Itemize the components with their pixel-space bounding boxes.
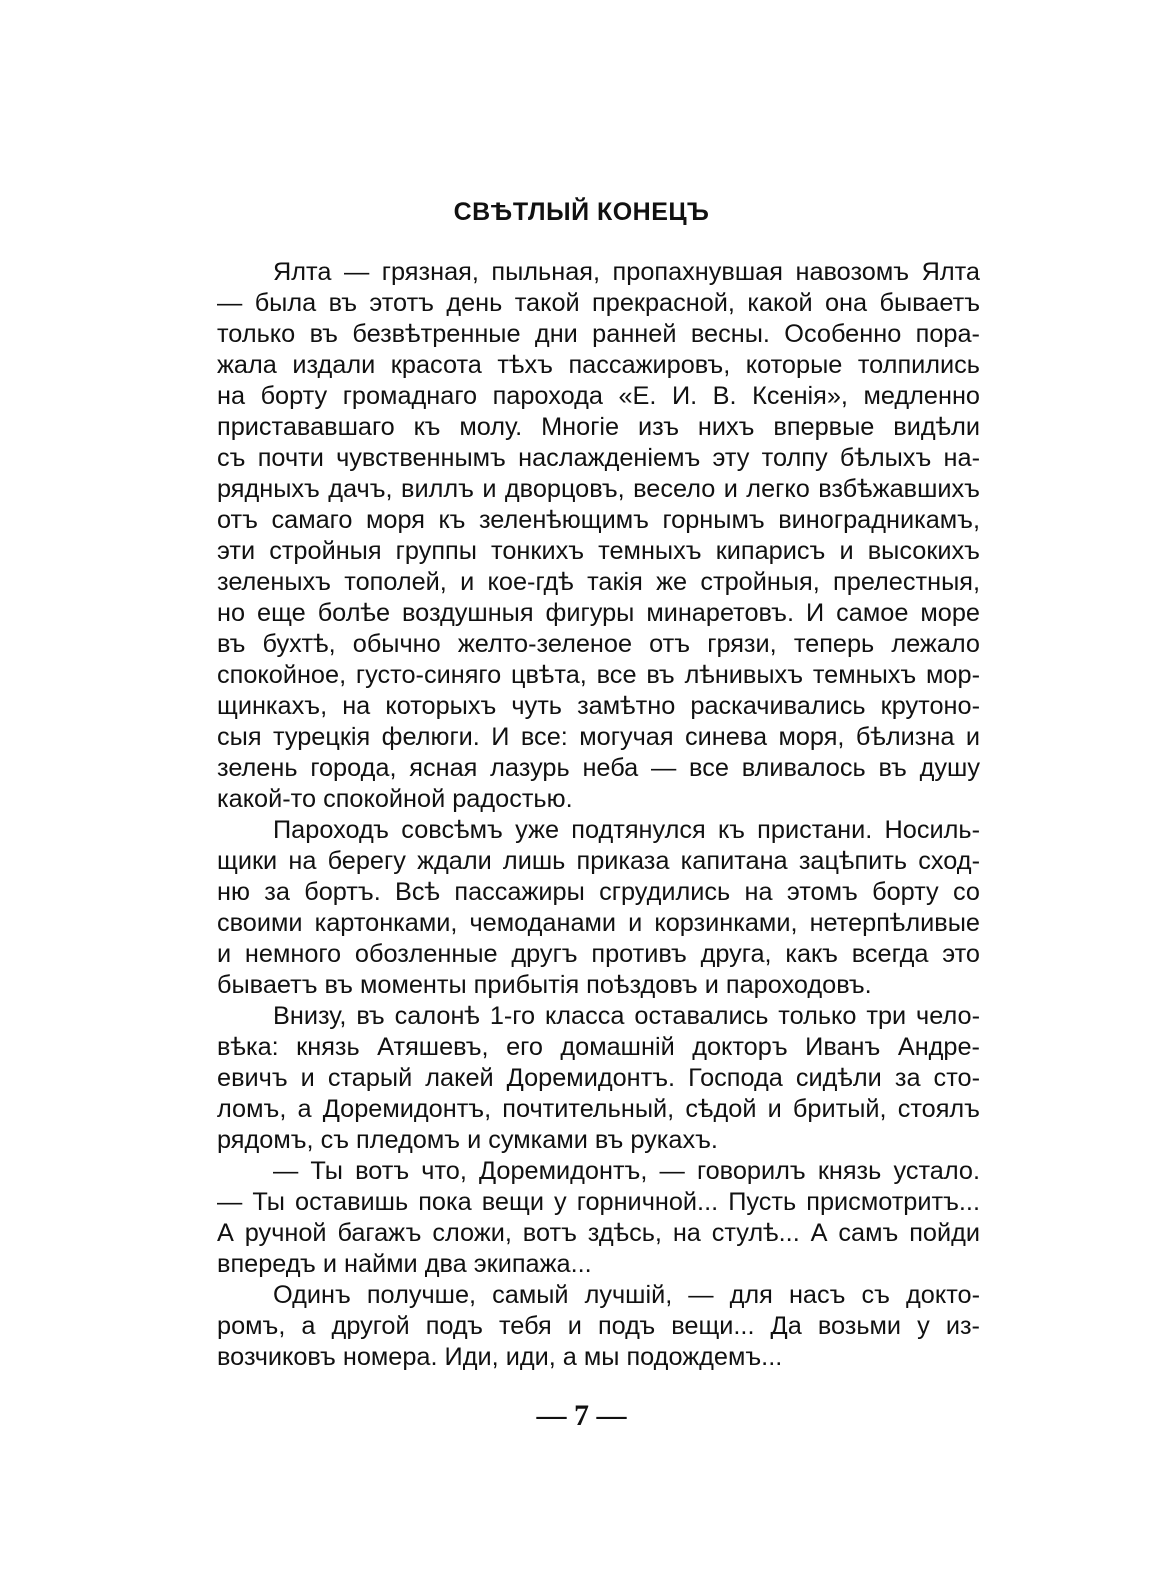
text-line: ромъ, а другой подъ тебя и подъ вещи... Да возьми у из-: [217, 1312, 980, 1340]
text-line: съ почти чувственнымъ наслажденіемъ эту толпу бѣлыхъ на-: [217, 444, 980, 472]
text-line: своими картонками, чемоданами и корзинками, нетерпѣливые: [217, 909, 980, 937]
text-line: впередъ и найми два экипажа...: [217, 1250, 592, 1278]
text-line: отъ самаго моря къ зеленѣющимъ горнымъ виноградникамъ,: [217, 506, 980, 534]
text-line: спокойное, густо-синяго цвѣта, все въ лѣнивыхъ темныхъ мор-: [217, 661, 980, 689]
text-line: Внизу, въ салонѣ 1-го класса оставались только три чело-: [273, 1002, 980, 1030]
text-line: А ручной багажъ сложи, вотъ здѣсь, на стулѣ... А самъ пойди: [217, 1219, 980, 1247]
text-line: рядныхъ дачъ, виллъ и дворцовъ, весело и легко взбѣжавшихъ: [217, 475, 980, 503]
text-line: Одинъ получше, самый лучшій, — для насъ съ докто-: [273, 1281, 980, 1309]
page-number: — 7 —: [536, 1399, 627, 1432]
text-line: вѣка: князь Атяшевъ, его домашній докторъ Иванъ Андре-: [217, 1033, 980, 1061]
text-line: щики на берегу ждали лишь приказа капитана зацѣпить сход-: [217, 847, 980, 875]
text-line: — Ты оставишь пока вещи у горничной... Пусть присмотритъ...: [217, 1188, 980, 1216]
text-line: какой-то спокойной радостью.: [217, 785, 573, 813]
text-line: щинкахъ, на которыхъ чуть замѣтно раскачивались крутоно-: [217, 692, 980, 720]
text-line: на борту громаднаго парохода «Е. И. В. Ксенія», медленно: [217, 382, 980, 410]
chapter-title: СВѢТЛЫЙ КОНЕЦЪ: [453, 198, 710, 226]
text-line: только въ безвѣтренные дни ранней весны. Особенно пора-: [217, 320, 980, 348]
text-line: евичъ и старый лакей Доремидонтъ. Господа сидѣли за сто-: [217, 1064, 980, 1092]
text-line: зелень города, ясная лазурь неба — все вливалось въ душу: [217, 754, 980, 782]
text-line: но еще болѣе воздушныя фигуры минаретовъ. И самое море: [217, 599, 980, 627]
text-line: — Ты вотъ что, Доремидонтъ, — говорилъ князь устало.: [273, 1157, 980, 1185]
text-line: Ялта — грязная, пыльная, пропахнувшая навозомъ Ялта: [273, 258, 980, 286]
body-text: [217, 257, 980, 1373]
text-line: бываетъ въ моменты прибытія поѣздовъ и пароходовъ.: [217, 971, 872, 999]
text-line: ню за бортъ. Всѣ пассажиры сгрудились на этомъ борту со: [217, 878, 980, 906]
text-line: въ бухтѣ, обычно желто-зеленое отъ грязи, теперь лежало: [217, 630, 980, 658]
text-line: Пароходъ совсѣмъ уже подтянулся къ пристани. Носиль-: [273, 816, 980, 844]
text-line: сыя турецкія фелюги. И все: могучая синева моря, бѣлизна и: [217, 723, 980, 751]
text-line: пристававшаго къ молу. Многіе изъ нихъ впервые видѣли: [217, 413, 980, 441]
text-line: эти стройныя группы тонкихъ темныхъ кипарисъ и высокихъ: [217, 537, 980, 565]
text-line: ломъ, а Доремидонтъ, почтительный, сѣдой и бритый, стоялъ: [217, 1095, 980, 1123]
text-line: жала издали красота тѣхъ пассажировъ, которые толпились: [217, 351, 980, 379]
text-line: — была въ этотъ день такой прекрасной, какой она бываетъ: [217, 289, 980, 317]
text-line: рядомъ, съ пледомъ и сумками въ рукахъ.: [217, 1126, 718, 1154]
text-line: и немного обозленные другъ противъ друга, какъ всегда это: [217, 940, 980, 968]
text-line: возчиковъ номера. Иди, иди, а мы подождемъ...: [217, 1343, 783, 1371]
text-line: зеленыхъ тополей, и кое-гдѣ такія же стройныя, прелестныя,: [217, 568, 980, 596]
